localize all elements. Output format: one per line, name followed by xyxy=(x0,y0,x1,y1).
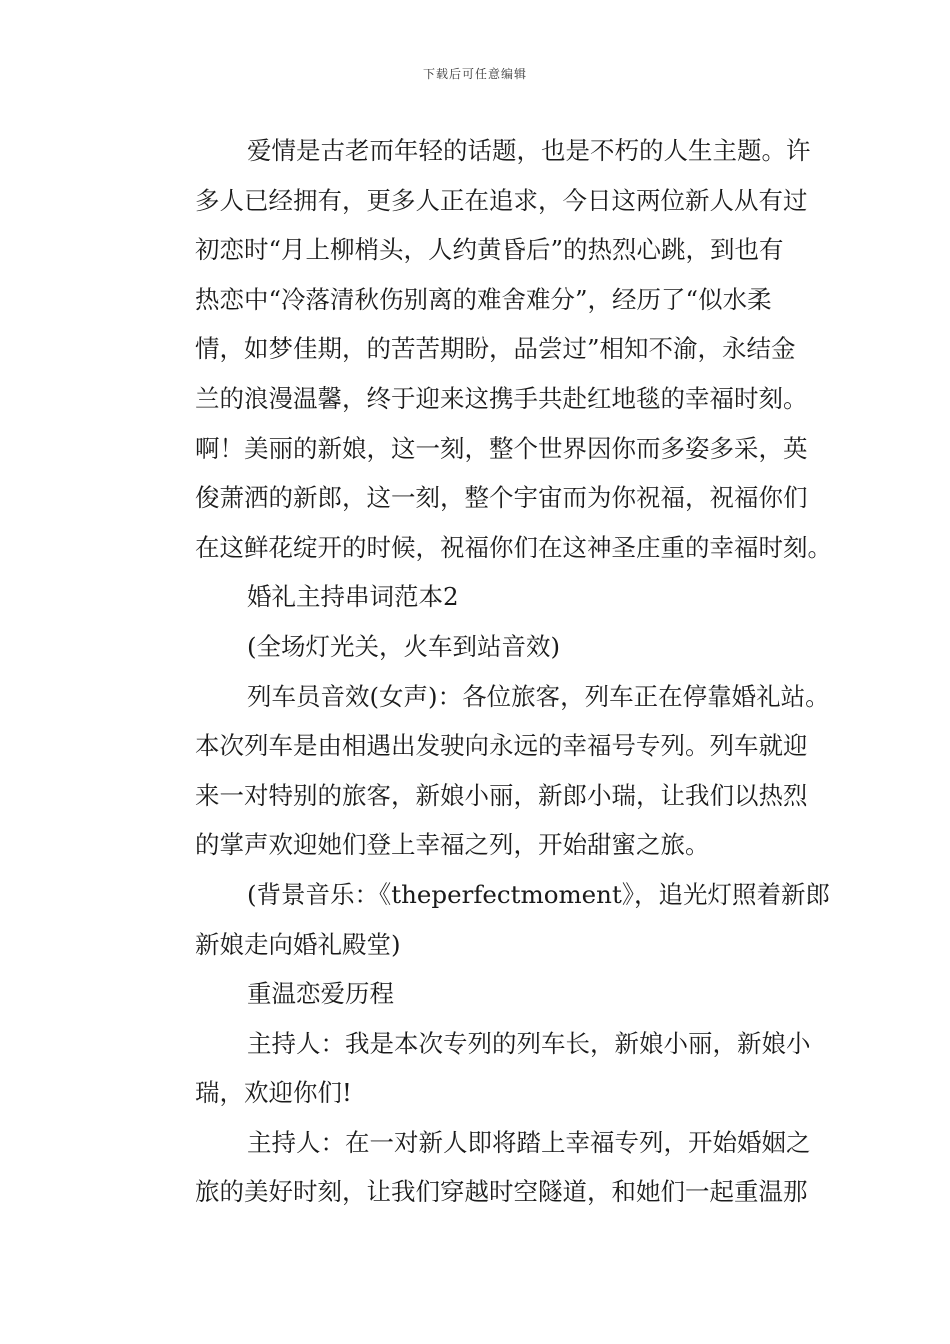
text-line: 兰的浪漫温馨，终于迎来这携手共赴红地毯的幸福时刻。 xyxy=(195,383,808,413)
paragraph-section-title xyxy=(146,572,816,622)
page-header-note: 下载后可任意编辑 xyxy=(422,67,527,81)
paragraph-stage-direction-music xyxy=(146,870,831,969)
text-line: 新娘走向婚礼殿堂) xyxy=(195,929,401,959)
paragraph-stage-direction-lights xyxy=(146,622,816,672)
paragraph-love-theme xyxy=(146,126,832,572)
paragraph-host-welcome xyxy=(146,1019,816,1118)
paragraph-host-journey xyxy=(146,1118,816,1217)
text-line: 旅的美好时刻，让我们穿越时空隧道，和她们一起重温那 xyxy=(195,1177,808,1207)
text-line: 在这鲜花绽开的时候，祝福你们在这神圣庄重的幸福时刻。 xyxy=(195,532,832,562)
text-line: 热恋中“冷落清秋伤别离的难舍难分”，经历了“似水柔 xyxy=(195,284,772,314)
text-line: 俊萧洒的新郎，这一刻，整个宇宙而为你祝福，祝福你们 xyxy=(195,483,808,513)
text-line: 主持人：在一对新人即将踏上幸福专列，开始婚姻之 xyxy=(247,1127,811,1157)
text-line: 情，如梦佳期，的苦苦期盼，品尝过”相知不渝，永结金 xyxy=(195,334,796,364)
stage-direction: (全场灯光关，火车到站音效) xyxy=(247,631,561,661)
document-body xyxy=(146,126,832,1217)
text-line: 来一对特别的旅客，新娘小丽，新郎小瑞，让我们以热烈 xyxy=(195,780,808,810)
text-line: (背景音乐：《theperfectmoment》，追光灯照着新郎 xyxy=(247,879,831,909)
text-line: 瑞，欢迎你们! xyxy=(195,1078,352,1108)
text-line: 多人已经拥有，更多人正在追求，今日这两位新人从有过 xyxy=(195,185,808,215)
text-line: 爱情是古老而年轻的话题，也是不朽的人生主题。许 xyxy=(247,136,811,165)
text-line: 初恋时“月上柳梢头，人约黄昏后”的热烈心跳，到也有 xyxy=(195,235,784,265)
subheading: 重温恋爱历程 xyxy=(247,979,394,1009)
section-title: 婚礼主持串词范本2 xyxy=(247,582,459,612)
text-line: 的掌声欢迎她们登上幸福之列，开始甜蜜之旅。 xyxy=(195,830,710,860)
paragraph-subheading xyxy=(146,969,816,1019)
text-line: 本次列车是由相遇出发驶向永远的幸福号专列。列车就迎 xyxy=(195,731,808,761)
text-line: 主持人：我是本次专列的列车长，新娘小丽，新娘小 xyxy=(247,1028,811,1058)
text-line: 啊！美丽的新娘，这一刻，整个世界因你而多姿多采，英 xyxy=(195,433,808,463)
paragraph-conductor-announcement xyxy=(146,672,830,870)
text-line: 列车员音效(女声)：各位旅客，列车正在停靠婚礼站。 xyxy=(247,681,830,711)
